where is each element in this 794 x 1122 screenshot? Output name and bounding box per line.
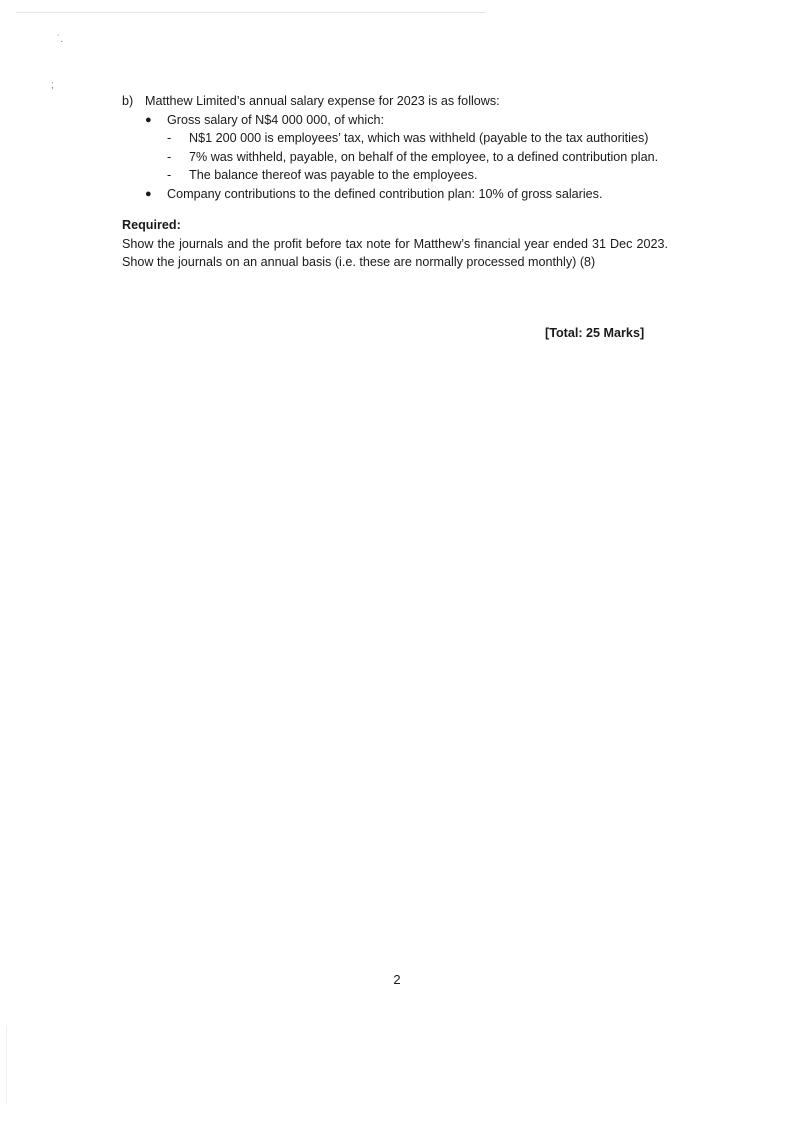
- sub-item-text: The balance thereof was payable to the employees.: [189, 168, 478, 182]
- dash-icon: -: [167, 168, 172, 182]
- question-content: [122, 92, 668, 272]
- question-heading: [122, 92, 668, 111]
- bullet-icon: ●: [145, 187, 152, 200]
- sub-item: [167, 166, 668, 185]
- page-number: 2: [393, 972, 401, 987]
- required-heading: Required:: [122, 218, 181, 232]
- required-text: Show the journals and the profit before tax note for Matthew’s financial year ended 31 Dec 2023. Show the journals on an annual basis (i.e. these are normally processed monthly) (8): [122, 236, 668, 269]
- dash-icon: -: [167, 131, 172, 145]
- bullet-text: Gross salary of N$4 000 000, of which:: [167, 112, 385, 127]
- bullet-item: [145, 111, 668, 185]
- question-label: b): [122, 94, 134, 108]
- scan-edge: [6, 1025, 7, 1105]
- scan-speck: ˙.: [57, 34, 64, 45]
- dash-icon: -: [167, 149, 172, 164]
- bullet-list: [122, 111, 668, 204]
- sub-item-text: 7% was withheld, payable, on behalf of the employee, to a defined contribution plan.: [189, 149, 659, 164]
- sub-item: [167, 148, 668, 167]
- bullet-icon: ●: [145, 113, 152, 126]
- sub-list: [167, 129, 668, 185]
- bullet-item: [145, 185, 668, 204]
- scan-artifact-line: [16, 12, 486, 13]
- sub-item: [167, 129, 668, 148]
- scan-speck: ;: [51, 80, 54, 91]
- bullet-text: Company contributions to the defined contribution plan: 10% of gross salaries.: [167, 186, 603, 201]
- sub-item-text: N$1 200 000 is employees’ tax, which was withheld (payable to the tax authorities): [189, 131, 649, 145]
- question-intro: Matthew Limited’s annual salary expense for 2023 is as follows:: [145, 94, 500, 108]
- total-marks: [Total: 25 Marks]: [545, 326, 645, 340]
